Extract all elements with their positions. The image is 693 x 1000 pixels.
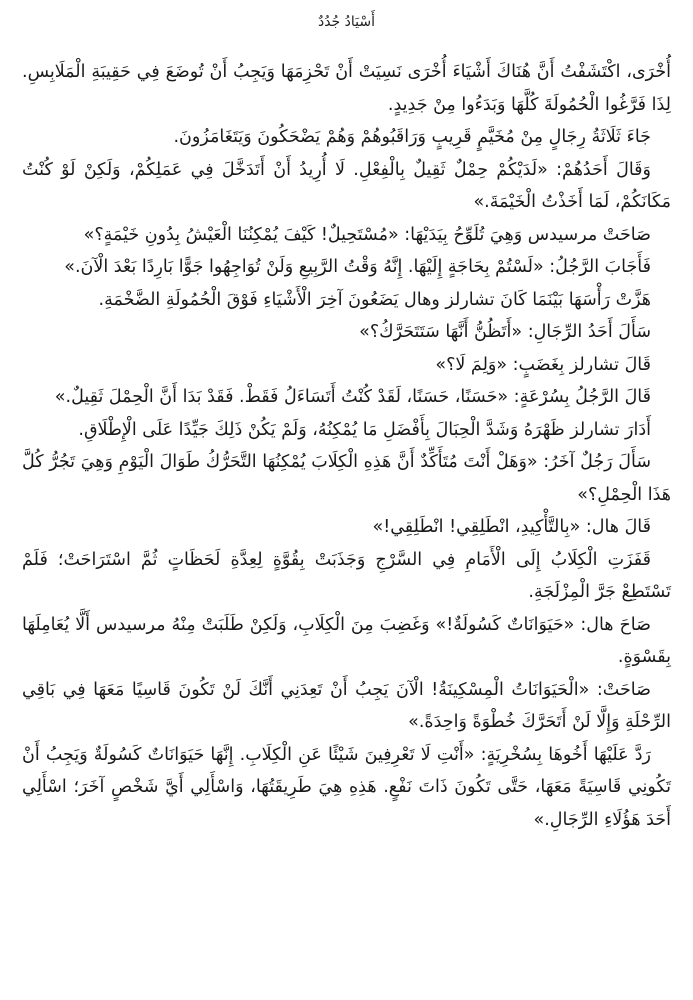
- paragraph: جَاءَ ثَلَاثَةُ رِجَالٍ مِنْ مُخَيَّمٍ قَرِيبٍ وَرَاقَبُوهُمْ وَهُمْ يَضْحَكُونَ وَيَتَغَامَزُونَ.: [173, 127, 651, 147]
- paragraph: صَاحَتْ مرسيدس وَهِيَ تُلَوِّحُ بِيَدَيْهَا: «مُسْتَحِيلٌ! كَيْفَ يُمْكِنُنَا الْعَيْشُ بِدُونِ خَيْمَةٍ؟»: [83, 224, 651, 245]
- paragraph: وَقَالَ أَحَدُهُمْ: «لَدَيْكُمْ حِمْلٌ ثَقِيلٌ بِالْفِعْلِ. لَا أُرِيدُ أَنْ أَتَدَخَّلَ فِي عَمَلِكُمْ، وَلَكِنْ لَوْ كُنْتُ مَكَانَكُمْ، لَمَا أَخَذْتُ الْخَيْمَةَ.»: [22, 159, 671, 212]
- paragraph: صَاحَ هال: «حَيَوَانَاتٌ كَسُولَةٌ!» وَغَضِبَ مِنَ الْكِلَابِ، وَلَكِنْ طَلَبَتْ مِنْهُ مرسيدس أَلَّا يُعَامِلَهَا بِقَسْوَةٍ.: [22, 614, 671, 667]
- paragraph: قَفَزَتِ الْكِلَابُ إِلَى الْأَمَامِ فِي السَّرْجِ وَجَذَبَتْ بِقُوَّةٍ لِعِدَّةِ لَحَظَاتٍ ثُمَّ اسْتَرَاحَتْ؛ فَلَمْ تَسْتَطِعْ جَرَّ الْمِزْلَجَةِ.: [22, 549, 671, 602]
- paragraph: أَدَارَ تشارلز ظَهْرَهُ وَشَدَّ الْحِبَالَ بِأَفْضَلِ مَا يُمْكِنُهُ، وَلَمْ يَكُنْ ذَلِكَ جَيِّدًا عَلَى الْإِطْلَاقِ.: [78, 419, 651, 440]
- body-text: [22, 56, 671, 836]
- paragraph: سَأَلَ أَحَدُ الرِّجَالِ: «أَتَظُنُّ أَنَّهَا سَتَتَحَرَّكُ؟»: [359, 322, 651, 342]
- paragraph: قَالَ هال: «بِالتَّأْكِيدِ، انْطَلِقِي! انْطَلِقِي!»: [372, 517, 651, 537]
- paragraph: أُخْرَى، اكْتَشَفْتُ أَنَّ هُنَاكَ أَشْيَاءَ أُخْرَى نَسِيَتْ أَنْ تَحْزِمَهَا وَيَجِبُ أَنْ تُوضَعَ فِي حَقِيبَةِ الْمَلَابِسِ. لِذَا فَرَّغُوا الْحُمُولَةَ كُلَّهَا وَبَدَءُوا مِنْ جَدِيدٍ.: [22, 62, 671, 115]
- paragraph: قَالَ الرَّجُلُ بِسُرْعَةٍ: «حَسَنًا، حَسَنًا، لَقَدْ كُنْتُ أَتَسَاءَلُ فَقَطْ. فَقَدْ بَدَا أَنَّ الْحِمْلَ ثَقِيلٌ.»: [54, 387, 651, 407]
- paragraph: رَدَّ عَلَيْهَا أَخُوهَا بِسُخْرِيَةٍ: «أَنْتِ لَا تَعْرِفِينَ شَيْئًا عَنِ الْكِلَابِ. إِنَّهَا حَيَوَانَاتٌ كَسُولَةٌ وَيَجِبُ أَنْ تَكُونِي قَاسِيَةً مَعَهَا، حَتَّى تَكُونَ ذَاتَ نَفْعٍ. هَذِهِ هِيَ طَرِيقَتُهَا، وَاسْأَلِي أَيَّ شَخْصٍ آخَرَ؛ اسْأَلِي أَحَدَ هَؤُلَاءِ الرِّجَالِ.»: [22, 744, 671, 830]
- paragraph: سَأَلَ رَجُلٌ آخَرُ: «وَهَلْ أَنْتَ مُتَأَكِّدٌ أَنَّ هَذِهِ الْكِلَابَ يُمْكِنُهَا التَّحَرُّكُ طَوَالَ الْيَوْمِ وَهِيَ تَجُرُّ كُلَّ هَذَا الْحِمْلِ؟»: [22, 452, 671, 505]
- paragraph: صَاحَتْ: «الْحَيَوَانَاتُ الْمِسْكِينَةُ! الْآنَ يَجِبُ أَنْ تَعِدَنِي أَنَّكَ لَنْ تَكُونَ قَاسِيًا مَعَهَا فِي بَاقِي الرِّحْلَةِ وَإِلَّا لَنْ أَتَحَرَّكَ خُطْوَةً وَاحِدَةً.»: [22, 679, 671, 732]
- paragraph: فَأَجَابَ الرَّجُلُ: «لَسْتُمْ بِحَاجَةٍ إِلَيْهَا. إِنَّهُ وَقْتُ الرَّبِيعِ وَلَنْ تُوَاجِهُوا جَوًّا بَارِدًا بَعْدَ الْآنَ.»: [64, 257, 651, 277]
- paragraph: قَالَ تشارلز بِغَضَبٍ: «وَلِمَ لَا؟»: [435, 354, 651, 375]
- paragraph: هَزَّتْ رَأْسَهَا بَيْنَمَا كَانَ تشارلز وهال يَضَعُونَ آخِرَ الْأَشْيَاءِ فَوْقَ الْحُمُولَةِ الضَّخْمَةِ.: [98, 289, 651, 310]
- running-title: أَسْيَادُ جُدُدٌ: [317, 14, 376, 30]
